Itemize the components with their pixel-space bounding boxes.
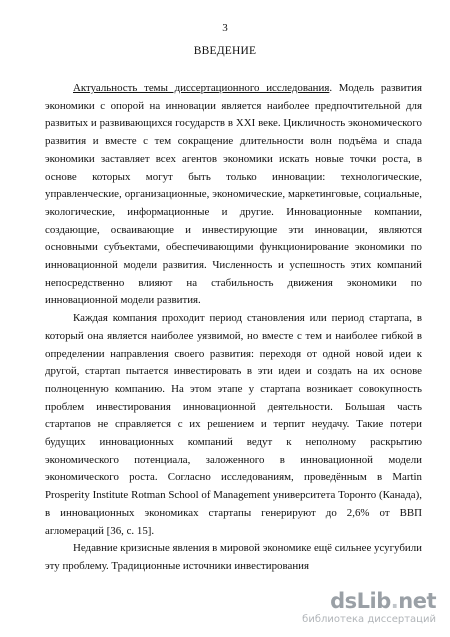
paragraph-1-text: . Модель развития экономики с опорой на инновации является наиболее предпочтительной для развитых и развивающихся государств в XXI веке. Цикличность экономического развития и вместе с тем сокращение длительности волн подъёма и спада экономики заставляет всех агентов экономики искать новые точки роста, в основе которых могут быть только инновации: технологические, управленческие, организационные, экономические, маркетинговые, социальные, экологические, информационные и другие. Инновационные компании, создающие, осваивающие и инвестирующие эти инновации, являются основными субъектами, обеспечивающими функционирование экономики по инновационной модели развития. Численность и успешность этих компаний непосредственно влияют на стабильность движения экономики по инновационной модели развития. [45,82,422,307]
dslib-logo [330,589,436,613]
page-number: 3 [222,22,228,34]
logo-dot: . [390,589,399,613]
paragraph-2: Каждая компания проходит период становления или период стартапа, в который она является наиболее уязвимой, но вместе с тем и наиболее гибкой в определении направления своего развития: переходя от одной новой идеи к другой, стартап пытается инвестировать в эти идеи и создать на их основе полноценную компанию. На этом этапе у стартапа возникает совокупность проблем инвестирования инновационной деятельности. Большая часть стартапов не справляется с их решением и терпит неудачу. Такие потери будущих инновационных компаний ведут к неполному раскрытию экономического потенциала, заложенного в инновационной модели экономического роста. Согласно исследованиям, проведённым в Martin Prosperity Institute Rotman School of Management университета Торонто (Канада), в инновационных экономиках стартапы генерируют до 2,6% от ВВП агломераций [36, с. 15]. [45,312,422,537]
logo-tld: net [398,589,436,613]
paragraph-3: Недавние кризисные явления в мировой экономике ещё сильнее усугубили эту проблему. Традиционные источники инвестирования [45,542,422,572]
topic-relevance-label: Актуальность темы диссертационного исследования [73,82,330,94]
body-text [45,80,422,576]
section-heading: ВВЕДЕНИЕ [193,45,257,57]
watermark-caption: библиотека диссертаций [302,614,436,625]
site-watermark [270,589,440,631]
logo-main: dsLib [330,589,391,613]
paragraph-1 [45,80,422,310]
